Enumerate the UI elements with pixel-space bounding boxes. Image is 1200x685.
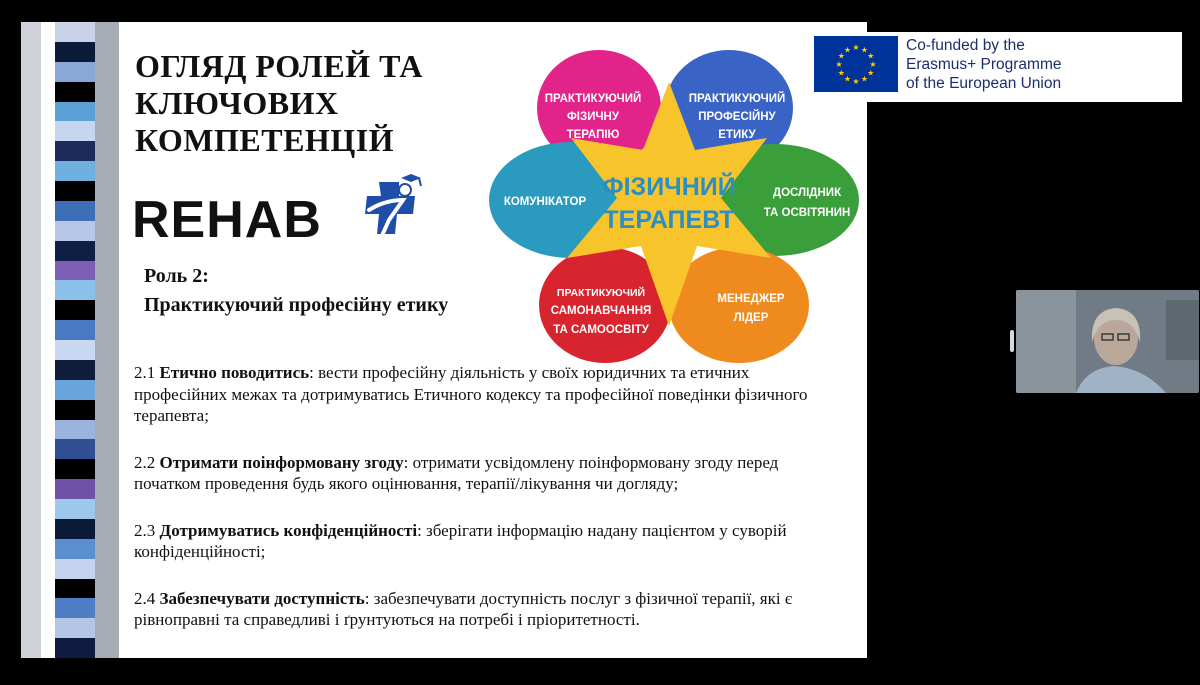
petal-left-line-1: КОМУНІКАТОР bbox=[503, 196, 587, 208]
stripe-segment bbox=[55, 22, 95, 42]
rehab-cross-person-icon bbox=[359, 170, 429, 242]
item-text: : зберігати інформацію надану пацієнтом у суворій конфіденційності; bbox=[134, 520, 787, 561]
stripe-segment bbox=[55, 559, 95, 579]
slide-title bbox=[135, 48, 465, 159]
stripe-segment bbox=[55, 380, 95, 400]
petal-bottom-left-line-3: ТА САМООСВІТУ bbox=[553, 324, 649, 336]
title-line-2: КЛЮЧОВИХ bbox=[135, 85, 339, 121]
role-heading bbox=[144, 262, 448, 320]
eu-cofunding-text bbox=[906, 36, 1061, 93]
item-number: 2.2 bbox=[134, 452, 156, 472]
stripe-segment bbox=[55, 539, 95, 559]
eu-star-icon: ★ bbox=[869, 60, 877, 69]
stripe-segment bbox=[55, 82, 95, 102]
petal-right-line-1: ДОСЛІДНИК bbox=[772, 187, 842, 199]
eu-star-icon: ★ bbox=[867, 51, 875, 61]
stripe-segment bbox=[55, 201, 95, 221]
decorative-stripes bbox=[55, 22, 95, 658]
eu-star-icon: ★ bbox=[860, 45, 869, 55]
item-number: 2.3 bbox=[134, 520, 156, 540]
eu-star-icon: ★ bbox=[843, 45, 852, 55]
center-title-line-2: ТЕРАПЕВТ bbox=[603, 206, 735, 234]
eu-text-line-1: Co-funded by the bbox=[906, 37, 1025, 54]
stripe-segment bbox=[55, 320, 95, 340]
item-number: 2.4 bbox=[134, 588, 156, 608]
petal-top-left-line-3: ТЕРАПІЮ bbox=[566, 129, 620, 141]
stripe-segment bbox=[55, 618, 95, 638]
stripe-segment bbox=[55, 62, 95, 82]
stripe-segment bbox=[55, 638, 95, 658]
decorative-stripe-bar bbox=[95, 22, 119, 658]
stripe-segment bbox=[55, 221, 95, 241]
participant-video-frame bbox=[1016, 290, 1199, 393]
eu-star-icon: ★ bbox=[860, 74, 869, 84]
stripe-segment bbox=[55, 519, 95, 539]
stripe-segment bbox=[55, 121, 95, 141]
slide-left-margin bbox=[21, 22, 41, 658]
petal-bottom-right-line-2: ЛІДЕР bbox=[733, 312, 769, 324]
eu-star-icon: ★ bbox=[843, 74, 852, 84]
stripe-segment bbox=[55, 439, 95, 459]
petal-top-left-line-2: ФІЗИЧНУ bbox=[566, 111, 620, 123]
eu-star-icon: ★ bbox=[837, 68, 845, 78]
video-panel-resize-handle[interactable] bbox=[1010, 330, 1014, 352]
participant-video-tile[interactable] bbox=[1016, 290, 1199, 393]
item-title: Забезпечувати доступність bbox=[159, 588, 365, 608]
petal-bottom-right-line-1: МЕНЕДЖЕР bbox=[717, 293, 785, 305]
item-title: Дотримуватись конфіденційності bbox=[159, 520, 418, 540]
petal-top-right-line-2: ПРОФЕСІЙНУ bbox=[698, 111, 776, 123]
item-number: 2.1 bbox=[134, 363, 156, 382]
eu-text-line-3: of the European Union bbox=[906, 75, 1062, 92]
stripe-segment bbox=[55, 400, 95, 420]
stripe-segment bbox=[55, 499, 95, 519]
competency-item bbox=[134, 452, 834, 495]
stripe-segment bbox=[55, 102, 95, 122]
petal-top-right-line-3: ЕТИКУ bbox=[718, 129, 756, 141]
item-text: : отримати усвідомлену поінформовану згоду перед початком проведення будь якого оцінювання, терапії/лікування чи догляду; bbox=[134, 452, 779, 493]
stripe-segment bbox=[55, 241, 95, 261]
petal-bottom-left-line-1: ПРАКТИКУЮЧИЙ bbox=[556, 287, 646, 299]
petal-top-right-line-1: ПРАКТИКУЮЧИЙ bbox=[688, 93, 786, 105]
item-title: Етично поводитись bbox=[159, 363, 310, 382]
petal-top-left-line-1: ПРАКТИКУЮЧИЙ bbox=[544, 93, 642, 105]
eu-text-line-2: Erasmus+ Programme bbox=[906, 56, 1062, 73]
rehab-logo-text: REHAB bbox=[132, 191, 322, 249]
competency-item bbox=[134, 520, 834, 563]
eu-flag-icon bbox=[814, 36, 898, 92]
title-line-1: ОГЛЯД РОЛЕЙ ТА bbox=[135, 48, 423, 84]
item-text: : забезпечувати доступність послуг з фізичної терапії, які є рівноправні та справедливі і ґрунтуються на потребі і пріоритетності. bbox=[134, 588, 793, 629]
eu-cofunding-banner bbox=[794, 32, 1182, 102]
eu-star-icon: ★ bbox=[835, 60, 843, 69]
eu-star-icon: ★ bbox=[852, 43, 860, 52]
stripe-segment bbox=[55, 161, 95, 181]
stripe-segment bbox=[55, 420, 95, 440]
stripe-segment bbox=[55, 360, 95, 380]
stripe-segment bbox=[55, 479, 95, 499]
eu-star-icon: ★ bbox=[852, 77, 860, 86]
title-line-3: КОМПЕТЕНЦІЙ bbox=[135, 122, 395, 158]
competency-item bbox=[134, 588, 834, 631]
stripe-segment bbox=[55, 280, 95, 300]
stripe-segment bbox=[55, 579, 95, 599]
eu-star-icon: ★ bbox=[867, 68, 875, 78]
stripe-segment bbox=[55, 261, 95, 281]
role-title: Практикуючий професійну етику bbox=[144, 294, 449, 316]
stripe-segment bbox=[55, 141, 95, 161]
petal-right-line-2: ТА ОСВІТЯНИН bbox=[763, 207, 851, 219]
item-title: Отримати поінформовану згоду bbox=[159, 452, 404, 472]
center-title-line-1: ФІЗИЧНИЙ bbox=[602, 173, 736, 201]
petal-bottom-left-line-2: САМОНАВЧАННЯ bbox=[550, 305, 652, 317]
role-number: Роль 2: bbox=[144, 265, 209, 287]
stripe-segment bbox=[55, 300, 95, 320]
stripe-segment bbox=[55, 459, 95, 479]
stripe-segment bbox=[55, 181, 95, 201]
stripe-segment bbox=[55, 598, 95, 618]
stripe-segment bbox=[55, 340, 95, 360]
competency-item bbox=[134, 362, 834, 427]
presentation-slide bbox=[21, 22, 867, 658]
competency-list bbox=[134, 362, 834, 656]
item-text: : вести професійну діяльність у своїх юридичних та етичних професійних межах та дотримуватись Етичного кодексу та професійної поведінки фізичного терапевта; bbox=[134, 363, 808, 425]
eu-star-icon: ★ bbox=[837, 51, 845, 61]
stripe-segment bbox=[55, 42, 95, 62]
